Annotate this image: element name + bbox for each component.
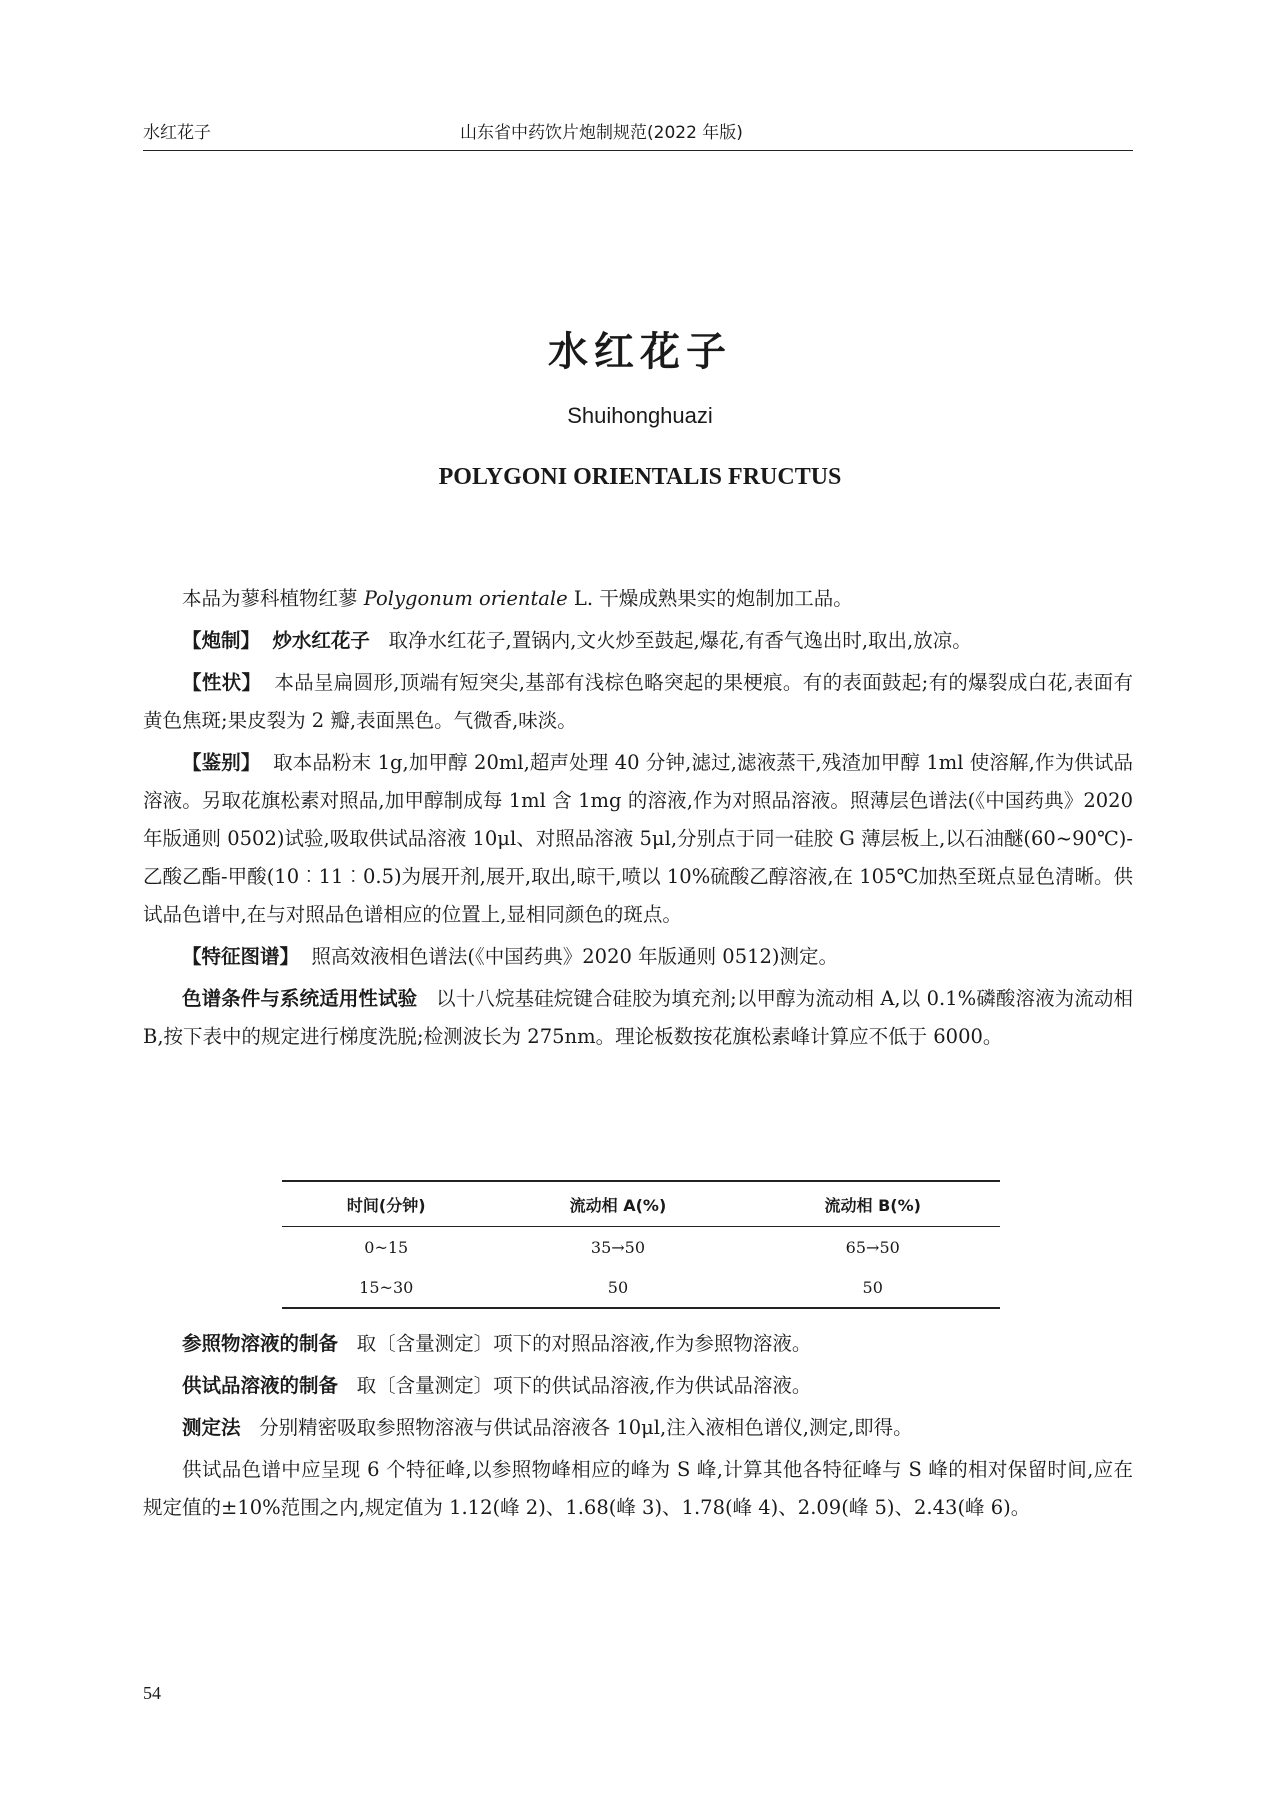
table-cell: 50	[745, 1267, 1000, 1308]
intro-text-end: L. 干燥成熟果实的炮制加工品。	[567, 587, 853, 610]
identification-text: 取本品粉末 1g,加甲醇 20ml,超声处理 40 分钟,滤过,滤液蒸干,残渣加甲醇 1ml 使溶解,作为供试品溶液。另取花旗松素对照品,加甲醇制成每 1ml 含 1mg 的溶液,作为对照品溶液。照薄层色谱法(《中国药典》2020 年版通则 0502)试验,吸取供试品溶液 10μl、对照品溶液 5μl,分别点于同一硅胶 G 薄层板上,以石油醚(60~90℃)-乙酸乙酯-甲酸(10︰11︰0.5)为展开剂,展开,取出,晾干,喷以 10%硫酸乙醇溶液,在 105℃加热至斑点显色清晰。供试品色谱中,在与对照品色谱相应的位置上,显相同颜色的斑点。	[143, 751, 1133, 926]
reference-paragraph	[143, 1325, 1133, 1363]
gradient-table	[282, 1180, 1000, 1309]
character-text: 本品呈扁圆形,顶端有短突尖,基部有浅棕色略突起的果梗痕。有的表面鼓起;有的爆裂成白花,表面有黄色焦斑;果皮裂为 2 瓣,表面黑色。气微香,味淡。	[143, 671, 1133, 732]
method-paragraph	[143, 1409, 1133, 1447]
running-header-title: 山东省中药饮片炮制规范(2022 年版)	[460, 123, 743, 143]
chromatography-paragraph	[143, 980, 1133, 1056]
latin-name: POLYGONI ORIENTALIS FRUCTUS	[438, 464, 842, 490]
identification-paragraph	[143, 744, 1133, 934]
table-row	[282, 1227, 1000, 1268]
intro-text: 本品为蓼科植物红蓼	[182, 587, 364, 610]
processing-text: 取净水红花子,置锅内,文火炒至鼓起,爆花,有香气逸出时,取出,放凉。	[388, 629, 972, 652]
processing-method: 炒水红花子	[272, 629, 370, 652]
header-divider	[143, 150, 1133, 151]
sample-text: 取〔含量测定〕项下的供试品溶液,作为供试品溶液。	[356, 1374, 812, 1397]
method-text: 分别精密吸取参照物溶液与供试品溶液各 10μl,注入液相色谱仪,测定,即得。	[259, 1416, 913, 1439]
processing-paragraph	[143, 622, 1133, 660]
chromatography-text: 以十八烷基硅烷键合硅胶为填充剂;以甲醇为流动相 A,以 0.1%磷酸溶液为流动相 B,按下表中的规定进行梯度洗脱;检测波长为 275nm。理论板数按花旗松素峰计算应不低于 6000。	[143, 987, 1133, 1048]
table-cell: 15~30	[282, 1267, 490, 1308]
method-label: 测定法	[182, 1416, 241, 1439]
sample-label: 供试品溶液的制备	[182, 1374, 339, 1397]
sample-paragraph	[143, 1367, 1133, 1405]
reference-label: 参照物溶液的制备	[182, 1332, 339, 1355]
processing-label: 【炮制】	[182, 629, 261, 652]
intro-paragraph	[143, 580, 1133, 618]
table-row	[282, 1267, 1000, 1308]
character-paragraph	[143, 664, 1133, 740]
running-header-left: 水红花子	[143, 123, 211, 143]
column-header-time: 时间(分钟)	[282, 1181, 490, 1227]
fingerprint-text: 照高效液相色谱法(《中国药典》2020 年版通则 0512)测定。	[311, 945, 839, 968]
column-header-phase-a: 流动相 A(%)	[490, 1181, 745, 1227]
monograph-body-continued	[143, 1325, 1133, 1531]
page-number: 54	[143, 1683, 161, 1703]
chromatography-label: 色谱条件与系统适用性试验	[182, 987, 418, 1010]
table-cell: 0~15	[364, 1237, 409, 1257]
table-cell: 65→50	[845, 1237, 900, 1257]
monograph-body	[143, 580, 1133, 1060]
table-header-row	[282, 1181, 1000, 1227]
species-name: Polygonum orientale	[363, 587, 568, 610]
fingerprint-label: 【特征图谱】	[182, 945, 300, 968]
column-header-phase-b: 流动相 B(%)	[745, 1181, 1000, 1227]
page-title: 水红花子	[548, 329, 732, 375]
table-cell: 50	[490, 1267, 745, 1308]
fingerprint-paragraph	[143, 938, 1133, 976]
character-label: 【性状】	[182, 671, 262, 694]
identification-label: 【鉴别】	[182, 751, 261, 774]
conclusion-paragraph: 供试品色谱中应呈现 6 个特征峰,以参照物峰相应的峰为 S 峰,计算其他各特征峰与 S 峰的相对保留时间,应在规定值的±10%范围之内,规定值为 1.12(峰 2)、1.68(峰 3)、1.78(峰 4)、2.09(峰 5)、2.43(峰 6)。	[143, 1458, 1133, 1519]
table-cell: 35→50	[590, 1237, 646, 1257]
reference-text: 取〔含量测定〕项下的对照品溶液,作为参照物溶液。	[356, 1332, 812, 1355]
pinyin-name: Shuihonghuazi	[567, 403, 713, 428]
